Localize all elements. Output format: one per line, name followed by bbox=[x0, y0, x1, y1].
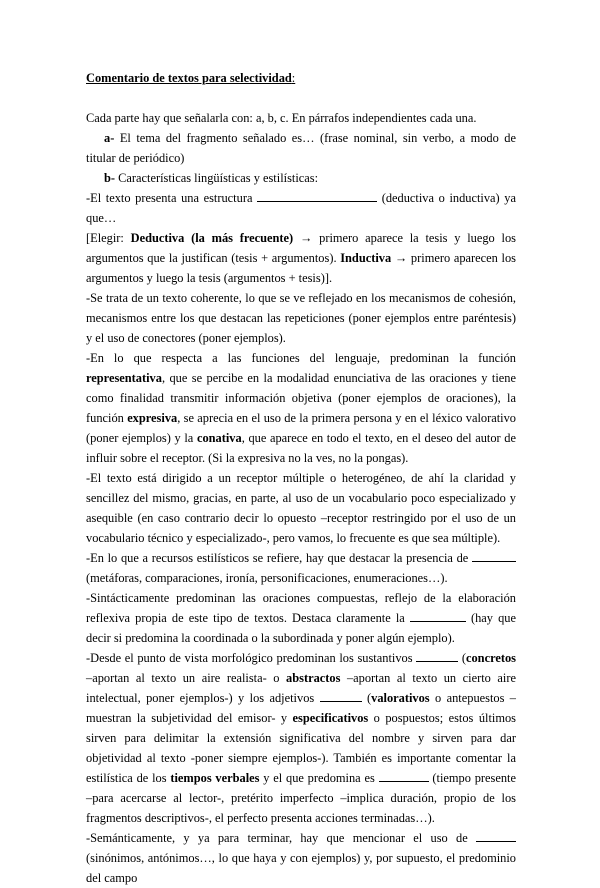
blank-line bbox=[257, 189, 377, 202]
document-page bbox=[86, 68, 516, 888]
estructura-paragraph: -El texto presenta una estructura (deductiva o inductiva) ya que… [Elegir: Deductiva (la más frecuente) → primero aparece la tesis y luego los argumentos que la justifican (tesis + argumentos). Inductiva → primero aparecen los argumentos y luego la tesis (argumentos + tesis)]. bbox=[86, 191, 517, 285]
blank-line bbox=[416, 649, 458, 662]
blank-line bbox=[410, 609, 466, 622]
sintaxis-paragraph: -Sintácticamente predominan las oraciones compuestas, reflejo de la elaboración reflexiva propia de este tipo de textos. Destaca claramente la (hay que decir si predomina la coordinada o la subordinada y poner algún ejemplo). bbox=[86, 591, 516, 645]
blank-line bbox=[320, 689, 362, 702]
blank-line bbox=[472, 549, 516, 562]
receptor-paragraph: -El texto está dirigido a un receptor múltiple o heterogéneo, de ahí la claridad y sencillez del mismo, gracias, en parte, al uso de un vocabulario poco especializado y asequible (en caso contrario decir lo opuesto –receptor restringido por el uso de un vocabulario técnico y especializado-, pero vamos, lo frecuente es que sea múltiple). bbox=[86, 471, 516, 545]
blank-line bbox=[379, 769, 429, 782]
blank-line bbox=[476, 829, 516, 842]
morfologia-paragraph: -Desde el punto de vista morfológico predominan los sustantivos (concretos –aportan al texto un aire realista- o abstractos –aportan al texto un cierto aire intelectual, poner ejemplos-) y los adjetivos (valorativos o antepuestos –muestran la subjetividad del emisor- y especificativos o pospuestos; estos últimos sirven para delimitar la extensión significativa del nombre y sirven para dar objetividad al texto -poner siempre ejemplos-). También es importante comentar la estilística de los tiempos verbales y el que predomina es (tiempo presente –para acercarse al lector-, pretérito imperfecto –implica duración, propio de los fragmentos descriptivos-, el perfecto presenta acciones terminadas…). bbox=[86, 651, 516, 825]
coherencia-paragraph: -Se trata de un texto coherente, lo que se ve reflejado en los mecanismos de cohesión, mecanismos entre los que destacan las repeticiones (poner ejemplos entre paréntesis) y el uso de conectores (poner ejemplos). bbox=[86, 291, 516, 345]
intro-paragraph: Cada parte hay que señalarla con: a, b, c. En párrafos independientes cada una. bbox=[86, 111, 477, 125]
recursos-paragraph: -En lo que a recursos estilísticos se refiere, hay que destacar la presencia de (metáforas, comparaciones, ironía, personificaciones, enumeraciones…). bbox=[86, 548, 516, 588]
funciones-paragraph: -En lo que respecta a las funciones del lenguaje, predominan la función representativa, que se percibe en la modalidad enunciativa de las oraciones y tiene como finalidad transmitir información objetiva (poner ejemplos de oraciones), la función expresiva, se aprecia en el uso de la primera persona y en el léxico valorativo (poner ejemplos) y la conativa, que aparece en todo el texto, en el deseo del autor de influir sobre el receptor. (Si la expresiva no la ves, no la pongas). bbox=[86, 351, 516, 465]
section-b: b- Características lingüísticas y estilísticas: bbox=[104, 171, 319, 185]
semantica-paragraph: -Semánticamente, y ya para terminar, hay que mencionar el uso de (sinónimos, antónimos…, lo que haya y con ejemplos) y, por supuesto, el predominio del campo bbox=[86, 831, 516, 885]
page-title: Comentario de textos para selectividad: bbox=[86, 71, 296, 85]
section-a: a- El tema del fragmento señalado es… (frase nominal, sin verbo, a modo de titular de periódico) bbox=[86, 131, 516, 165]
